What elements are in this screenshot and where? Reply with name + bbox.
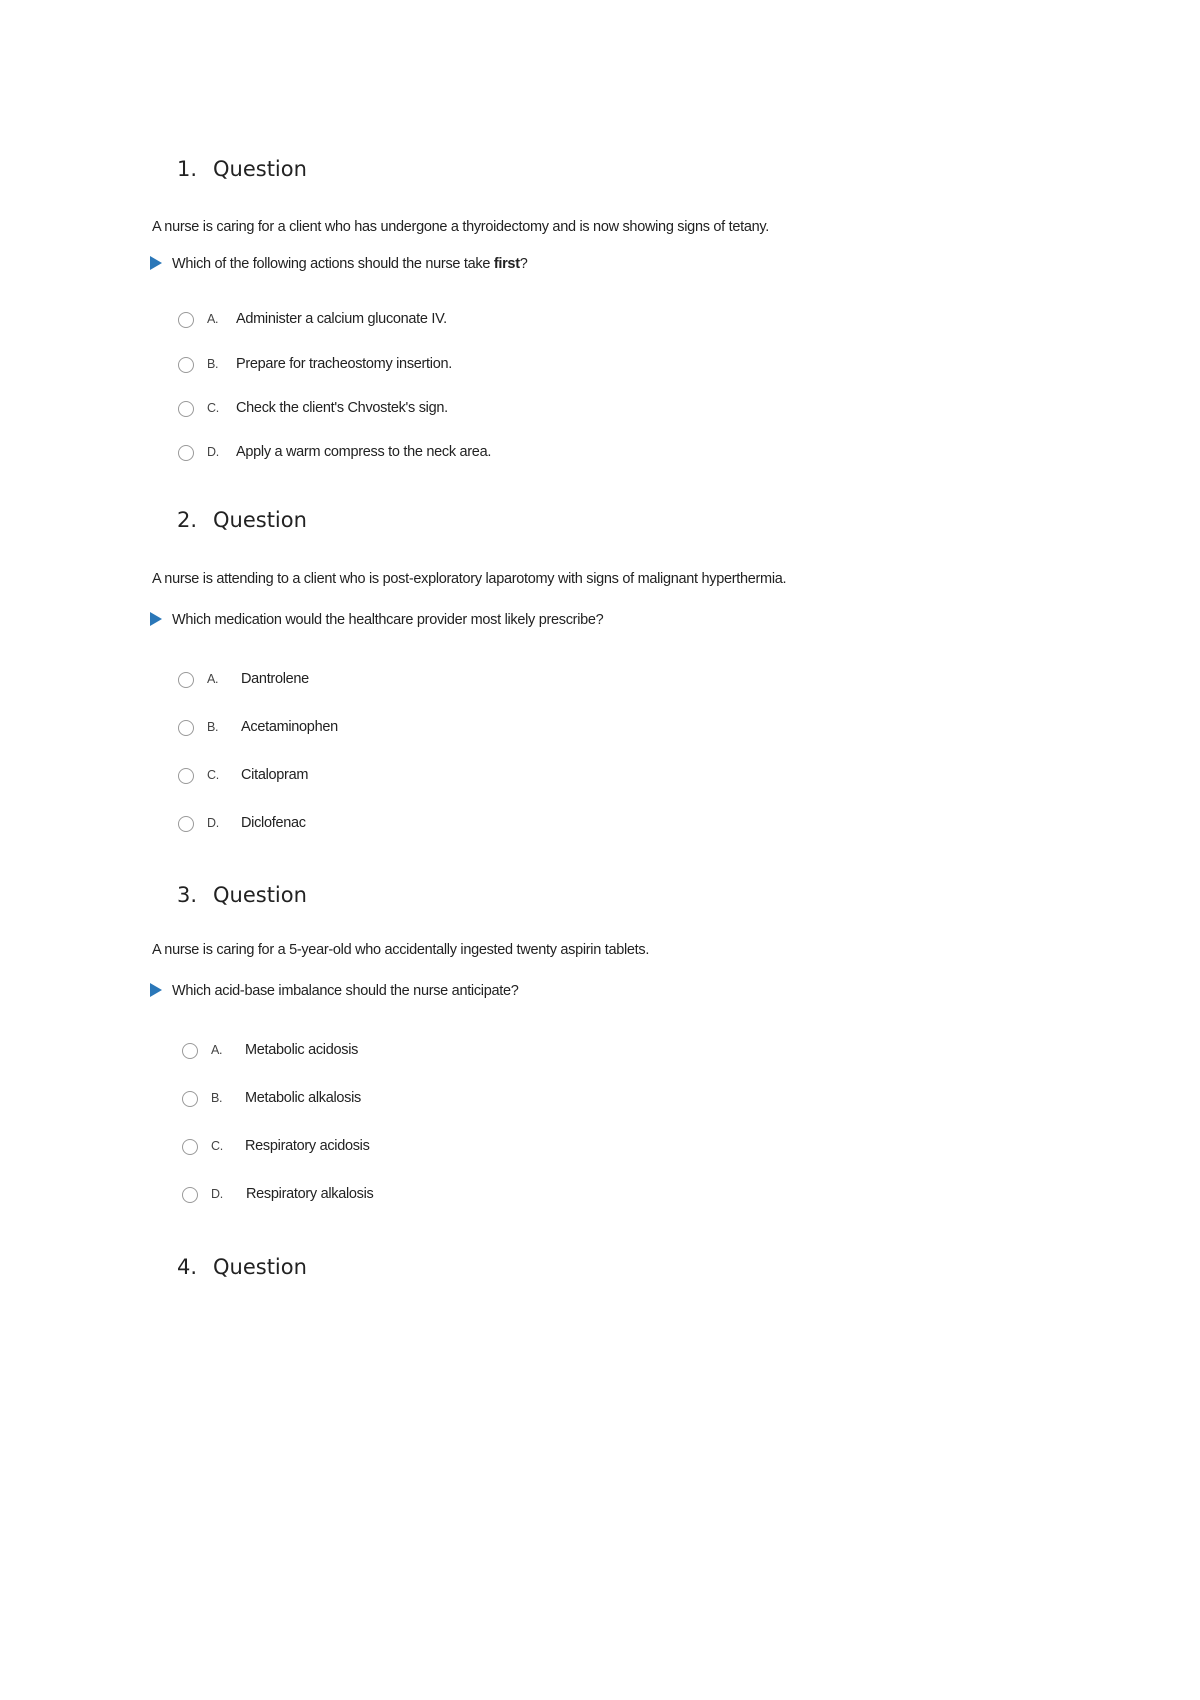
question-heading xyxy=(177,157,307,181)
radio-circle-icon[interactable] xyxy=(178,816,194,832)
option-text: Citalopram xyxy=(241,767,309,783)
option-letter: A. xyxy=(207,672,219,686)
question-heading xyxy=(177,1255,307,1279)
radio-circle-icon[interactable] xyxy=(178,720,194,736)
option-text: Metabolic alkalosis xyxy=(245,1090,361,1106)
option-text: Acetaminophen xyxy=(241,719,338,735)
option-text: Prepare for tracheostomy insertion. xyxy=(236,356,452,372)
radio-circle-icon[interactable] xyxy=(178,768,194,784)
question-number: 2. xyxy=(177,508,198,532)
option-letter: D. xyxy=(207,816,219,830)
question-number: 3. xyxy=(177,883,198,907)
option-text: Metabolic acidosis xyxy=(245,1042,359,1058)
option-text: Dantrolene xyxy=(241,671,309,687)
option-letter: A. xyxy=(207,312,219,326)
option-letter: D. xyxy=(207,445,219,459)
prompt-end: ? xyxy=(519,256,528,272)
radio-circle-icon[interactable] xyxy=(178,357,194,373)
option-letter: B. xyxy=(207,357,219,371)
option-letter: C. xyxy=(207,401,219,415)
radio-circle-icon[interactable] xyxy=(178,672,194,688)
radio-circle-icon[interactable] xyxy=(182,1139,198,1155)
question-title: Question xyxy=(213,883,307,907)
radio-circle-icon[interactable] xyxy=(178,445,194,461)
question-title: Question xyxy=(213,1255,307,1279)
arrow-icon xyxy=(150,983,162,997)
option-text: Respiratory acidosis xyxy=(245,1138,370,1154)
question-prompt xyxy=(150,612,603,628)
question-number: 4. xyxy=(177,1255,198,1279)
option-text: Apply a warm compress to the neck area. xyxy=(236,444,492,460)
prompt-text: Which of the following actions should the nurse take xyxy=(172,256,494,272)
question-scenario: A nurse is caring for a client who has undergone a thyroidectomy and is now showing signs of tetany. xyxy=(152,219,769,235)
option-text: Respiratory alkalosis xyxy=(246,1186,374,1202)
option-text: Diclofenac xyxy=(241,815,306,831)
arrow-icon xyxy=(150,612,162,626)
radio-circle-icon[interactable] xyxy=(178,401,194,417)
prompt-text: Which medication would the healthcare provider most likely prescribe? xyxy=(172,612,604,628)
radio-circle-icon[interactable] xyxy=(182,1091,198,1107)
radio-circle-icon[interactable] xyxy=(182,1043,198,1059)
question-title: Question xyxy=(213,157,307,181)
question-heading xyxy=(177,883,307,907)
prompt-emphasis: first xyxy=(493,256,520,272)
radio-circle-icon[interactable] xyxy=(182,1187,198,1203)
question-title: Question xyxy=(213,508,307,532)
question-number: 1. xyxy=(177,157,198,181)
option-letter: B. xyxy=(207,720,219,734)
prompt-text: Which acid-base imbalance should the nurse anticipate? xyxy=(172,983,519,999)
option-letter: A. xyxy=(211,1043,223,1057)
option-text: Administer a calcium gluconate IV. xyxy=(236,311,447,327)
question-heading xyxy=(177,508,307,532)
question-scenario: A nurse is attending to a client who is post-exploratory laparotomy with signs of malignant hyperthermia. xyxy=(152,571,787,587)
arrow-icon xyxy=(150,256,162,270)
option-letter: C. xyxy=(207,768,219,782)
question-prompt xyxy=(150,256,528,272)
question-prompt xyxy=(150,983,519,999)
option-letter: B. xyxy=(211,1091,223,1105)
question-scenario: A nurse is caring for a 5-year-old who accidentally ingested twenty aspirin tablets. xyxy=(152,942,650,958)
option-letter: C. xyxy=(211,1139,223,1153)
option-text: Check the client's Chvostek's sign. xyxy=(236,400,448,416)
option-letter: D. xyxy=(211,1187,223,1201)
radio-circle-icon[interactable] xyxy=(178,312,194,328)
